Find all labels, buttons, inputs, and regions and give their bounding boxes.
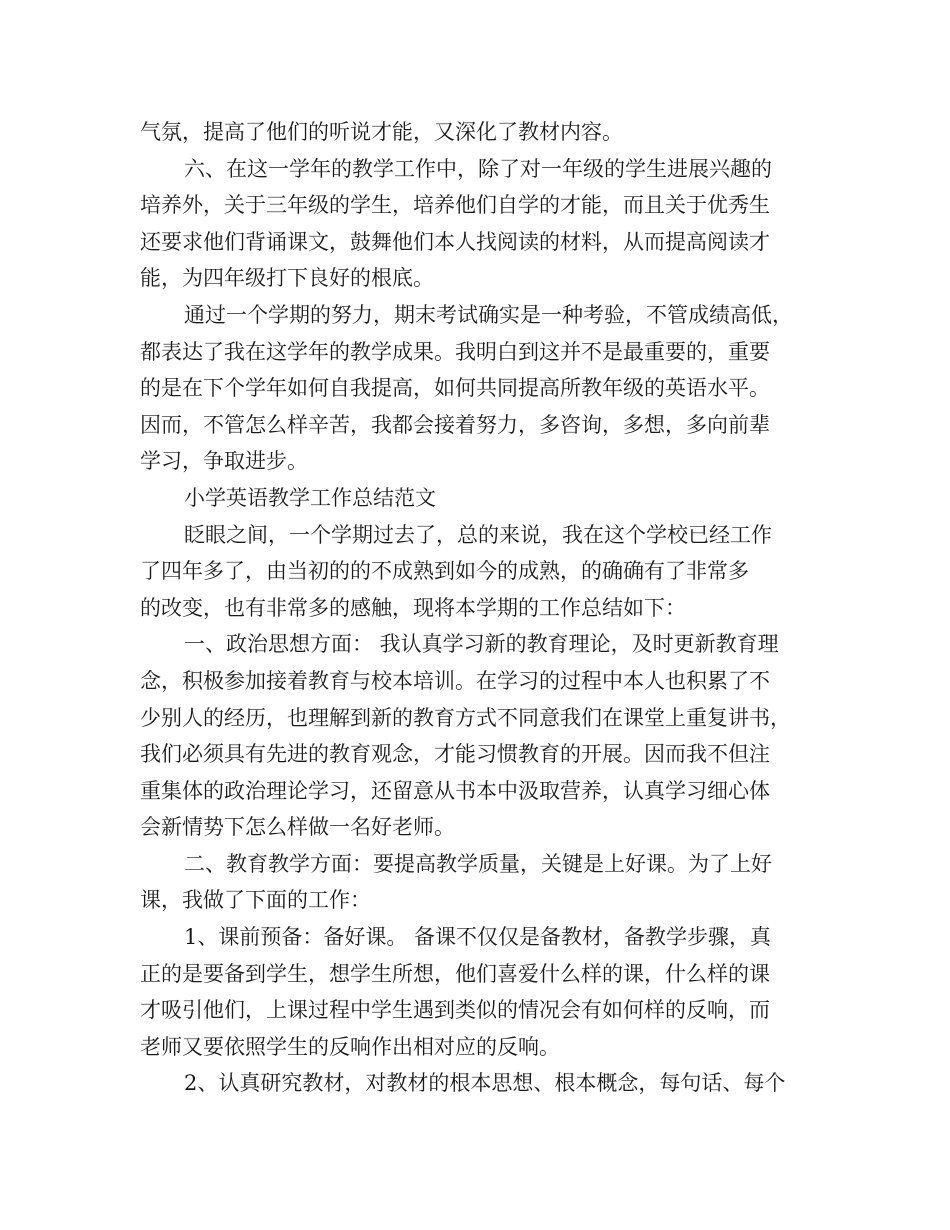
paragraph [140,919,828,1065]
text-line: 会新情势下怎么样做一名好老师。 [140,815,455,840]
text-line: 念，积极参加接着教育与校本培训。在学习的过程中本人也积累了不 [140,668,770,693]
text-line: 了四年多了，由当初的的不成熟到如今的成熟，的确确有了非常多 [140,559,749,584]
paragraph [140,846,828,919]
text-line: 我们必须具有先进的教育观念，才能习惯教育的开展。因而我不但注 [140,742,770,767]
paragraph [140,1065,828,1102]
text-line: 小学英语教学工作总结范文 [184,485,436,510]
text-line: 通过一个学期的努力，期末考试确实是一种考验，不管成绩高低， [184,302,793,327]
text-line: 二、教育教学方面：要提高教学质量，关键是上好课。为了上好 [184,851,772,876]
text-line: 课，我做了下面的工作： [140,888,371,913]
text-line: 能，为四年级打下良好的根底。 [140,266,434,291]
paragraph [140,151,828,297]
text-line: 眨眼之间，一个学期过去了，总的来说，我在这个学校已经工作 [184,522,772,547]
text-line: 培养外，关于三年级的学生，培养他们自学的才能，而且关于优秀生 [140,193,770,218]
text-line: 的是在下个学年如何自我提高，如何共同提高所教年级的英语水平。 [140,376,770,401]
text-line: 学习，争取进步。 [140,449,308,474]
paragraph [140,626,828,846]
paragraph [140,517,828,627]
text-line: 才吸引他们，上课过程中学生遇到类似的情况会有如何样的反响，而 [140,998,770,1023]
text-line: 少别人的经历，也理解到新的教育方式不同意我们在课堂上重复讲书， [140,705,791,730]
text-line: 正的是要备到学生，想学生所想，他们喜爱什么样的课，什么样的课 [140,961,770,986]
text-line: 还要求他们背诵课文，鼓舞他们本人找阅读的材料，从而提高阅读才 [140,229,770,254]
paragraph [140,297,828,480]
text-line: 六、在这一学年的教学工作中，除了对一年级的学生进展兴趣的 [184,156,772,181]
text-line: 2、认真研究教材，对教材的根本思想、根本概念，每句话、每个 [184,1071,786,1096]
paragraph [140,480,828,517]
text-line: 都表达了我在这学年的教学成果。我明白到这并不是最重要的，重要 [140,339,770,364]
text-line: 的改变，也有非常多的感触，现将本学期的工作总结如下： [140,595,686,620]
text-line: 1、课前预备：备好课。 备课不仅仅是备教材，备教学步骤，真 [184,925,772,950]
text-line: 气氛，提高了他们的听说才能，又深化了教材内容。 [140,120,623,144]
text-line: 一、政治思想方面： 我认真学习新的教育理论，及时更新教育理 [184,632,779,657]
text-line: 重集体的政治理论学习，还留意从书本中汲取营养，认真学习细心体 [140,778,770,803]
document-body [140,114,828,1102]
paragraph [140,114,828,151]
text-line: 老师又要依照学生的反响作出相对应的反响。 [140,1034,560,1059]
text-line: 因而，不管怎么样辛苦，我都会接着努力，多咨询，多想，多向前辈 [140,412,770,437]
